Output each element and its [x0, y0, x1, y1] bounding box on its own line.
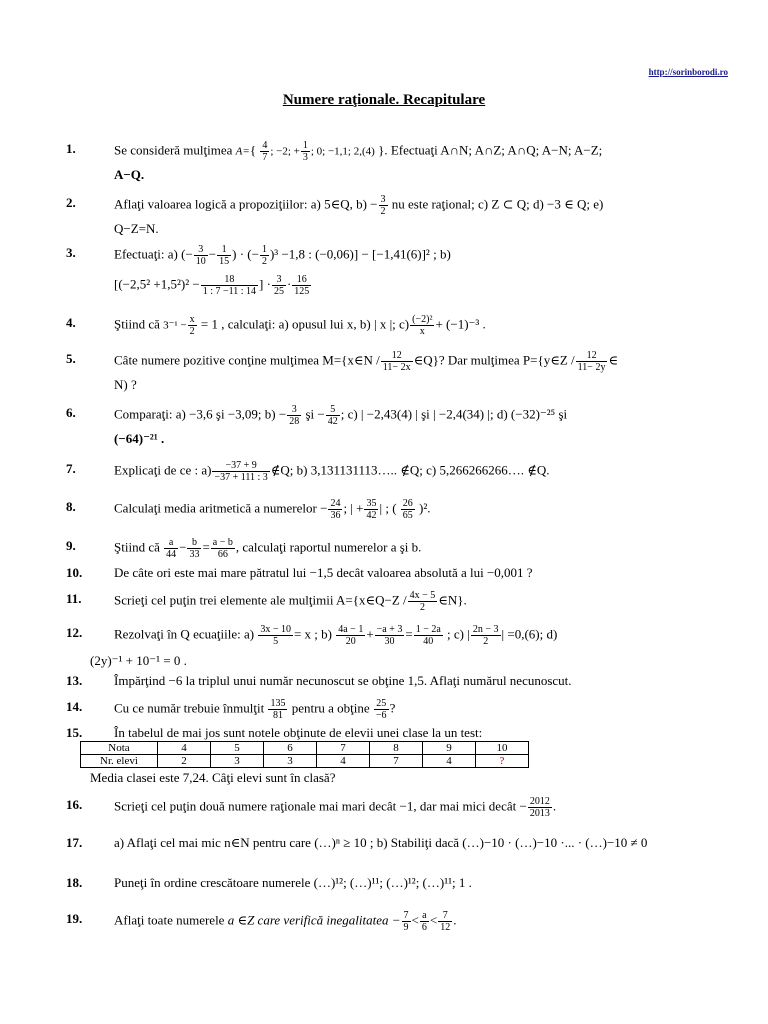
- denominator: 7: [262, 152, 268, 163]
- fraction: [364, 498, 378, 521]
- table-cell: 10: [476, 742, 529, 755]
- denominator: 2: [419, 602, 425, 613]
- text-fragment: şi −: [305, 406, 325, 422]
- denominator: 25: [273, 286, 284, 297]
- fraction: [438, 910, 452, 933]
- table-row: [81, 742, 529, 755]
- numerator: 3: [287, 404, 301, 416]
- fraction: [336, 624, 365, 647]
- numerator: 3: [272, 274, 286, 286]
- denominator: 30: [384, 636, 395, 647]
- numerator: 3x − 10: [260, 624, 291, 635]
- text-fragment: [114, 910, 724, 933]
- fraction: [212, 460, 269, 483]
- text-fragment: ∈Q}? Dar mulţimea P={y∈Z /: [413, 352, 575, 368]
- fraction: [211, 537, 235, 560]
- text-fragment: ) · (−: [232, 246, 259, 262]
- denominator: 28: [289, 416, 300, 427]
- numerator: 7: [403, 910, 409, 921]
- text-fragment: [114, 796, 724, 819]
- text-fragment: Ştiind că: [114, 539, 160, 555]
- numerator: 12: [576, 350, 608, 362]
- text-fragment: Puneţi în ordine crescătoare numerele (…)¹²; (…)¹¹; (…)¹²; (…)¹¹; 1 .: [114, 875, 472, 890]
- numerator: 12: [381, 350, 413, 362]
- text-fragment: [114, 460, 724, 483]
- denominator: 10: [195, 256, 206, 267]
- text-fragment: ] ·: [259, 276, 271, 292]
- text-fragment: =: [405, 626, 413, 642]
- fraction: [268, 698, 287, 721]
- numerator: 26: [402, 498, 413, 509]
- numerator: 3: [194, 244, 208, 256]
- text-fragment: [114, 244, 724, 267]
- fraction: [471, 624, 501, 647]
- fraction: [375, 624, 405, 647]
- fraction: [414, 624, 443, 647]
- numerator: 135: [270, 698, 286, 709]
- numerator: 4x − 5: [409, 590, 436, 601]
- numerator: 1 − 2a: [415, 624, 441, 635]
- table-cell: 7: [317, 742, 370, 755]
- denominator: 1 : 7 −11 : 14: [202, 286, 257, 297]
- table-cell: 5: [211, 742, 264, 755]
- numerator: −37 + 9: [212, 460, 269, 472]
- text-fragment: .: [427, 500, 431, 516]
- denominator: x: [419, 326, 425, 337]
- text-fragment: = 1 , calculaţi: a) opusul lui x, b) | x |; c): [200, 316, 410, 332]
- numerator: 18: [201, 274, 258, 286]
- fraction: [379, 194, 388, 217]
- text-fragment: −10 ≠ 0: [606, 835, 648, 850]
- text-fragment: Comparaţi: a) −3,6 şi −3,09; b) −: [114, 406, 287, 422]
- fraction: [187, 537, 201, 560]
- numerator: 16: [292, 274, 311, 286]
- text-fragment: [114, 624, 724, 647]
- denominator: −6: [375, 710, 387, 721]
- page-title: Numere raţionale. Recapitulare: [282, 92, 486, 108]
- table-cell: 8: [370, 742, 423, 755]
- text-fragment: 3⁻¹ −: [163, 319, 187, 332]
- text-fragment: Scrieţi cel puţin două numere raţionale mai mari decât −1, dar mai mici decât −: [114, 798, 527, 814]
- text-fragment: 14.: [66, 699, 83, 714]
- text-fragment: ; 1 .: [452, 875, 472, 890]
- numerator: 25: [374, 698, 389, 710]
- text-fragment: −: [179, 539, 187, 555]
- source-link[interactable]: http://sorinborodi.ro: [648, 67, 728, 77]
- text-fragment: 3.: [66, 245, 76, 260]
- text-fragment: Q−Z=N.: [114, 221, 159, 236]
- numerator: 4: [262, 140, 268, 151]
- text-fragment: Efectuaţi: a) (−: [114, 246, 193, 262]
- table-cell: 9: [423, 742, 476, 755]
- text-fragment: [114, 590, 724, 613]
- table-cell: 3: [264, 755, 317, 768]
- text-fragment: . Efectuaţi A∩N; A∩Z; A∩Q; A−N; A−Z;: [384, 142, 603, 158]
- denominator: 15: [219, 256, 230, 267]
- text-fragment: Rezolvaţi în Q ecuaţiile: a): [114, 626, 255, 642]
- fraction: [164, 537, 178, 560]
- denominator: 42: [366, 510, 377, 521]
- numerator: 2012: [529, 796, 550, 807]
- text-fragment: 11.: [66, 591, 82, 606]
- text-fragment: ·: [286, 276, 292, 292]
- table-cell: 6: [264, 742, 317, 755]
- text-fragment: 15.: [66, 725, 83, 740]
- fraction: [528, 796, 552, 819]
- text-fragment: 7.: [66, 461, 76, 476]
- table-cell: 2: [158, 755, 211, 768]
- fraction: [201, 274, 258, 297]
- denominator: 12: [440, 922, 451, 933]
- text-fragment: pentru a obţine: [291, 700, 370, 716]
- denominator: 11− 2y: [577, 362, 606, 373]
- text-fragment: ∈: [608, 352, 619, 368]
- text-fragment: =: [202, 539, 210, 555]
- text-fragment: A−Q.: [114, 167, 145, 182]
- fraction: [194, 244, 208, 267]
- table-cell: Nota: [81, 742, 158, 755]
- denominator: 11− 2x: [382, 362, 411, 373]
- denominator: 5: [273, 636, 279, 647]
- denominator: 125: [294, 286, 310, 297]
- fraction: [301, 140, 310, 163]
- numerator: a − b: [212, 537, 233, 548]
- fraction: [576, 350, 608, 373]
- grades-table: [80, 741, 529, 768]
- numerator: 35: [366, 498, 377, 509]
- text-fragment: 5.: [66, 351, 76, 366]
- text-fragment: 6.: [66, 405, 76, 420]
- text-fragment: [114, 404, 724, 427]
- denominator: 9: [403, 922, 409, 933]
- text-fragment: În tabelul de mai jos sunt notele obţinute de elevii unei clase la un test:: [114, 725, 483, 740]
- text-fragment: [114, 314, 724, 337]
- denominator: 42: [327, 416, 338, 427]
- table-cell: 4: [317, 755, 370, 768]
- text-fragment: Calculaţi media aritmetică a numerelor −: [114, 500, 328, 516]
- table-cell: 3: [211, 755, 264, 768]
- text-fragment: 8.: [66, 499, 76, 514]
- fraction: [326, 404, 340, 427]
- text-fragment: 9.: [66, 538, 76, 553]
- fraction: [408, 590, 438, 613]
- numerator: 24: [330, 498, 341, 509]
- numerator: 1: [261, 244, 267, 255]
- text-fragment: De câte ori este mai mare pătratul lui −1,5 decât valoarea absolută a lui −0,001 ?: [114, 565, 533, 580]
- fraction: [272, 274, 286, 297]
- numerator: 4a − 1: [338, 624, 364, 635]
- text-fragment: Împărţind −6 la triplul unui număr necunoscut se obţine 1,5. Aflaţi numărul necunoscut.: [114, 673, 572, 688]
- exercise-text: Se consideră mulţimea A={ $\frac{4}{7}$ ; −2; + $\frac{1}{3}$ ; 0; −1,1; 2,(4) }. Efectuaţi A∩N; A∩Z; A∩Q; A−N; A−Z;: [114, 140, 603, 163]
- fraction: [381, 350, 413, 373]
- text-fragment: 18.: [66, 875, 83, 890]
- denominator: 36: [330, 510, 341, 521]
- denominator: 2: [483, 636, 489, 647]
- numerator: a: [164, 537, 178, 549]
- text-fragment: Câte numere pozitive conţine mulţimea M={x∈N /: [114, 352, 380, 368]
- fraction: [292, 274, 311, 297]
- text-fragment: 10 ; b) Stabiliţi dacă: [353, 835, 460, 850]
- table-row: [81, 755, 529, 768]
- text-fragment: ∈N}.: [438, 592, 467, 608]
- numerator: −a + 3: [376, 624, 403, 635]
- text-fragment: 19.: [66, 911, 83, 926]
- text-fragment: .: [552, 798, 557, 814]
- text-fragment: 12.: [66, 625, 83, 640]
- text-fragment: −10 ·: [483, 835, 512, 850]
- text-fragment: , calculaţi raportul numerelor a şi b.: [235, 539, 422, 555]
- text-fragment: ; −2; +: [270, 145, 300, 158]
- fraction: [258, 624, 293, 647]
- text-fragment: Explicaţi de ce : a): [114, 462, 212, 478]
- text-fragment: [114, 194, 724, 217]
- text-fragment: Puneţi în ordine crescătoare numerele: [114, 875, 311, 890]
- text-fragment: [114, 274, 312, 297]
- text-fragment: Ştiind că: [114, 316, 160, 332]
- text-fragment: 17.: [66, 835, 83, 850]
- text-fragment: .: [453, 912, 457, 928]
- numerator: a: [420, 910, 429, 922]
- text-fragment: ; c) | −2,43(4) | şi | −2,4(34) |; d) (−32)⁻²⁵ şi: [340, 406, 568, 422]
- text-fragment: [114, 350, 724, 373]
- text-fragment: N) ?: [114, 377, 137, 392]
- fraction: [188, 314, 197, 337]
- table-cell: 7: [370, 755, 423, 768]
- text-fragment: 10.: [66, 565, 83, 580]
- fraction: [217, 244, 231, 267]
- text-fragment: ; c) |: [447, 626, 470, 642]
- numerator: x: [189, 314, 195, 325]
- numerator: 2n − 3: [472, 624, 499, 635]
- text-fragment: 2.: [66, 195, 76, 210]
- text-fragment: Se consideră mulţimea: [114, 142, 233, 158]
- denominator: 3: [302, 152, 308, 163]
- text-fragment: a) Aflaţi cel mai mic n∈N pentru care (…)ⁿ ≥ 10 ; b) Stabiliţi dacă (…)−10 · (…)−10 ·... · (…)−10 ≠ 0: [114, 835, 648, 850]
- text-fragment: A=: [235, 145, 250, 158]
- text-fragment: Cu ce număr trebuie înmulţit: [114, 700, 265, 716]
- numerator: 7: [438, 910, 452, 922]
- denominator: 2013: [529, 808, 550, 819]
- denominator: 66: [217, 549, 228, 560]
- text-fragment: (−64)⁻²¹ .: [114, 431, 165, 446]
- denominator: 65: [402, 510, 413, 521]
- text-fragment: nu este raţional; c) Z ⊂ Q; d) −3 ∈ Q; e): [391, 196, 604, 212]
- numerator: 1: [217, 244, 231, 256]
- text-fragment: ; | +: [343, 500, 364, 516]
- text-fragment: | ;: [379, 500, 389, 516]
- fraction: [260, 244, 269, 267]
- exercise-number: 1.: [66, 141, 76, 156]
- fraction: [410, 314, 434, 337]
- fraction: [260, 140, 269, 163]
- text-fragment: + (−1)⁻³ .: [435, 316, 486, 332]
- numerator: 5: [326, 404, 340, 416]
- text-fragment: <: [411, 912, 419, 928]
- table-cell: 4: [423, 755, 476, 768]
- text-fragment: Calculaţi media aritmetică a numerelor − $\frac{24}{36}$ ; | + $\frac{35}{42}$ | ; ( $\frac{26}{65}$ )².: [114, 498, 431, 521]
- denominator: −37 + 111 : 3: [214, 472, 268, 483]
- numerator: (−2)²: [412, 314, 433, 325]
- text-fragment: +: [366, 626, 374, 642]
- text-fragment: Aflaţi toate numerele: [114, 912, 225, 928]
- text-fragment: [114, 698, 724, 721]
- denominator: 2: [189, 326, 195, 337]
- text-fragment: 16.: [66, 797, 83, 812]
- numerator: b: [187, 537, 201, 549]
- text-fragment: Aflaţi valoarea logică a propoziţiilor: a) 5∈Q, b) −: [114, 196, 378, 212]
- text-fragment: [114, 537, 724, 560]
- text-fragment: = x ; b): [293, 626, 332, 642]
- denominator: 6: [421, 922, 427, 933]
- denominator: 2: [380, 206, 386, 217]
- text-fragment: 4.: [66, 315, 76, 330]
- table-cell: Nr. elevi: [81, 755, 158, 768]
- text-fragment: Media clasei este 7,24. Câţi elevi sunt în clasă?: [90, 770, 336, 785]
- fraction: [401, 498, 415, 521]
- table-cell: ?: [476, 755, 529, 768]
- fraction: [402, 910, 411, 933]
- numerator: 1: [302, 140, 308, 151]
- table-cell: 4: [158, 742, 211, 755]
- text-fragment: ∉Q; b) 3,131131113….. ∉Q; c) 5,266266266…. ∉Q.: [270, 462, 550, 478]
- text-fragment: (2y)⁻¹ + 10⁻¹ = 0 .: [90, 653, 187, 668]
- text-fragment: <: [429, 912, 438, 928]
- denominator: 20: [345, 636, 356, 647]
- text-fragment: a ∈Z care verifică inegalitatea −: [227, 912, 401, 928]
- text-fragment: 13.: [66, 673, 83, 688]
- text-fragment: ; 0; −1,1; 2,(4): [310, 145, 375, 158]
- text-fragment: ?: [389, 700, 396, 716]
- denominator: 40: [423, 636, 434, 647]
- denominator: 81: [272, 710, 283, 721]
- fraction: [420, 910, 429, 933]
- denominator: 44: [166, 549, 177, 560]
- text-fragment: [(−2,5² +1,5²)² −: [114, 276, 200, 292]
- text-fragment: Scrieţi cel puţin trei elemente ale mulţimii A={x∈Q−Z /: [114, 592, 407, 608]
- text-fragment: | =0,(6); d): [501, 626, 558, 642]
- text-fragment: −10 ·... ·: [536, 835, 583, 850]
- denominator: 2: [261, 256, 267, 267]
- fraction: [328, 498, 342, 521]
- text-fragment: −: [208, 246, 217, 262]
- text-fragment: )³ −1,8 : (−0,06)] − [−1,41(6)]² ; b): [269, 246, 451, 262]
- fraction: [287, 404, 301, 427]
- fraction: [374, 698, 389, 721]
- text-fragment: a) Aflaţi cel mai mic n∈N pentru care: [114, 835, 311, 850]
- numerator: 3: [380, 194, 386, 205]
- denominator: 33: [189, 549, 200, 560]
